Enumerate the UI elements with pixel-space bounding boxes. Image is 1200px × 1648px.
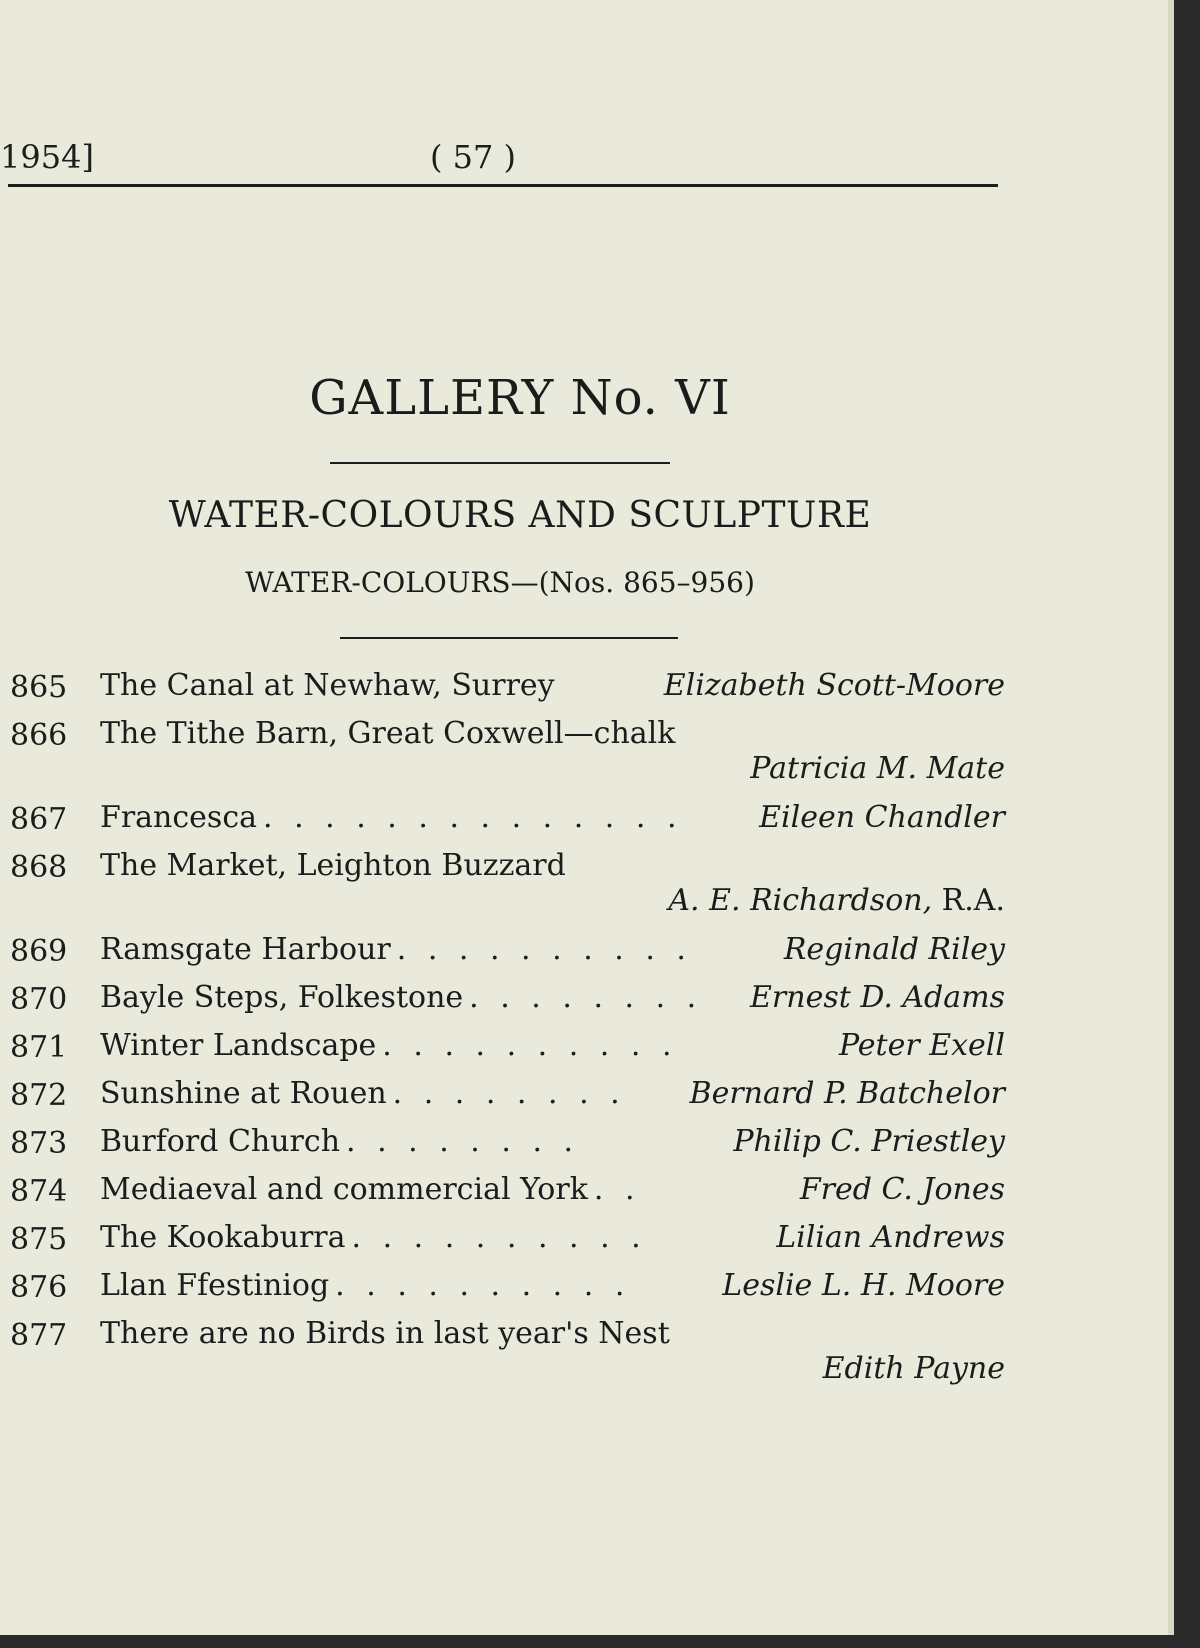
entry-number: 865 <box>10 670 68 705</box>
list-item <box>10 1316 1005 1400</box>
entry-number: 876 <box>10 1270 68 1305</box>
entry-artist: Reginald Riley <box>783 932 1005 967</box>
gallery-subtitle: WATER-COLOURS AND SCULPTURE <box>168 495 872 536</box>
entry-artist: Elizabeth Scott-Moore <box>663 668 1005 703</box>
entry-title: Bayle Steps, Folkestone <box>100 980 464 1015</box>
list-item <box>10 932 1005 980</box>
entry-title: Sunshine at Rouen <box>100 1076 387 1111</box>
entry-artist: Edith Payne <box>822 1351 1005 1386</box>
dot-leader: . . . . . . . . . . <box>382 1028 678 1063</box>
list-item <box>10 1172 1005 1220</box>
entry-number: 874 <box>10 1174 68 1209</box>
section-divider <box>340 637 678 639</box>
entry-artist: Lilian Andrews <box>776 1220 1005 1255</box>
list-item <box>10 1268 1005 1316</box>
list-item <box>10 668 1005 716</box>
artist-suffix: R.A. <box>941 883 1005 918</box>
entry-artist: Fred C. Jones <box>799 1172 1005 1207</box>
dot-leader: . . . . . . . . . . <box>335 1268 631 1303</box>
list-item <box>10 800 1005 848</box>
entry-number: 868 <box>10 850 68 885</box>
entry-artist: Philip C. Priestley <box>733 1124 1005 1159</box>
gallery-title: GALLERY No. VI <box>309 370 731 426</box>
entry-list <box>10 668 1005 1400</box>
list-item <box>10 1220 1005 1268</box>
entry-number: 870 <box>10 982 68 1017</box>
entry-artist: Eileen Chandler <box>759 800 1005 835</box>
entry-number: 867 <box>10 802 68 837</box>
entry-artist: Peter Exell <box>838 1028 1005 1063</box>
entry-title: There are no Birds in last year's Nest <box>100 1316 670 1351</box>
entry-number: 871 <box>10 1030 68 1065</box>
entry-title: The Market, Leighton Buzzard <box>100 848 566 883</box>
list-item <box>10 848 1005 932</box>
entry-number: 875 <box>10 1222 68 1257</box>
entry-number: 873 <box>10 1126 68 1161</box>
dot-leader: . . . . . . . . . . <box>351 1220 647 1255</box>
dot-leader: . . . . . . . . <box>346 1124 580 1159</box>
dot-leader: . . . . . . . . . . . . . . <box>263 800 683 835</box>
entry-title: The Canal at Newhaw, Surrey <box>100 668 555 703</box>
dot-leader: . . . . . . . . <box>392 1076 626 1111</box>
dot-leader: . . <box>593 1172 641 1207</box>
section-heading: WATER-COLOURS—(Nos. 865–956) <box>245 566 755 599</box>
entry-artist: A. E. Richardson, <box>668 883 933 918</box>
entry-title: Llan Ffestiniog <box>100 1268 330 1303</box>
entry-title: The Kookaburra <box>100 1220 346 1255</box>
header-rule <box>8 184 998 187</box>
list-item <box>10 1028 1005 1076</box>
dot-leader: . . . . . . . . <box>469 980 703 1015</box>
page-number: ( 57 ) <box>430 138 517 176</box>
page-header <box>0 130 1000 190</box>
list-item <box>10 1076 1005 1124</box>
entry-number: 866 <box>10 718 68 753</box>
list-item <box>10 716 1005 800</box>
entry-title: Burford Church <box>100 1124 341 1159</box>
entry-artist: Ernest D. Adams <box>750 980 1005 1015</box>
title-divider <box>330 462 670 464</box>
entry-title: The Tithe Barn, Great Coxwell—chalk <box>100 716 676 751</box>
entry-title: Mediaeval and commercial York <box>100 1172 588 1207</box>
entry-number: 869 <box>10 934 68 969</box>
entry-number: 872 <box>10 1078 68 1113</box>
year-label: 1954] <box>0 138 94 176</box>
entry-artist: Leslie L. H. Moore <box>722 1268 1005 1303</box>
entry-artist: Bernard P. Batchelor <box>689 1076 1005 1111</box>
list-item <box>10 1124 1005 1172</box>
entry-title: Winter Landscape <box>100 1028 377 1063</box>
list-item <box>10 980 1005 1028</box>
entry-artist: Patricia M. Mate <box>750 751 1005 786</box>
entry-number: 877 <box>10 1318 68 1353</box>
entry-title: Francesca <box>100 800 258 835</box>
dot-leader: . . . . . . . . . . <box>396 932 692 967</box>
entry-title: Ramsgate Harbour <box>100 932 391 967</box>
